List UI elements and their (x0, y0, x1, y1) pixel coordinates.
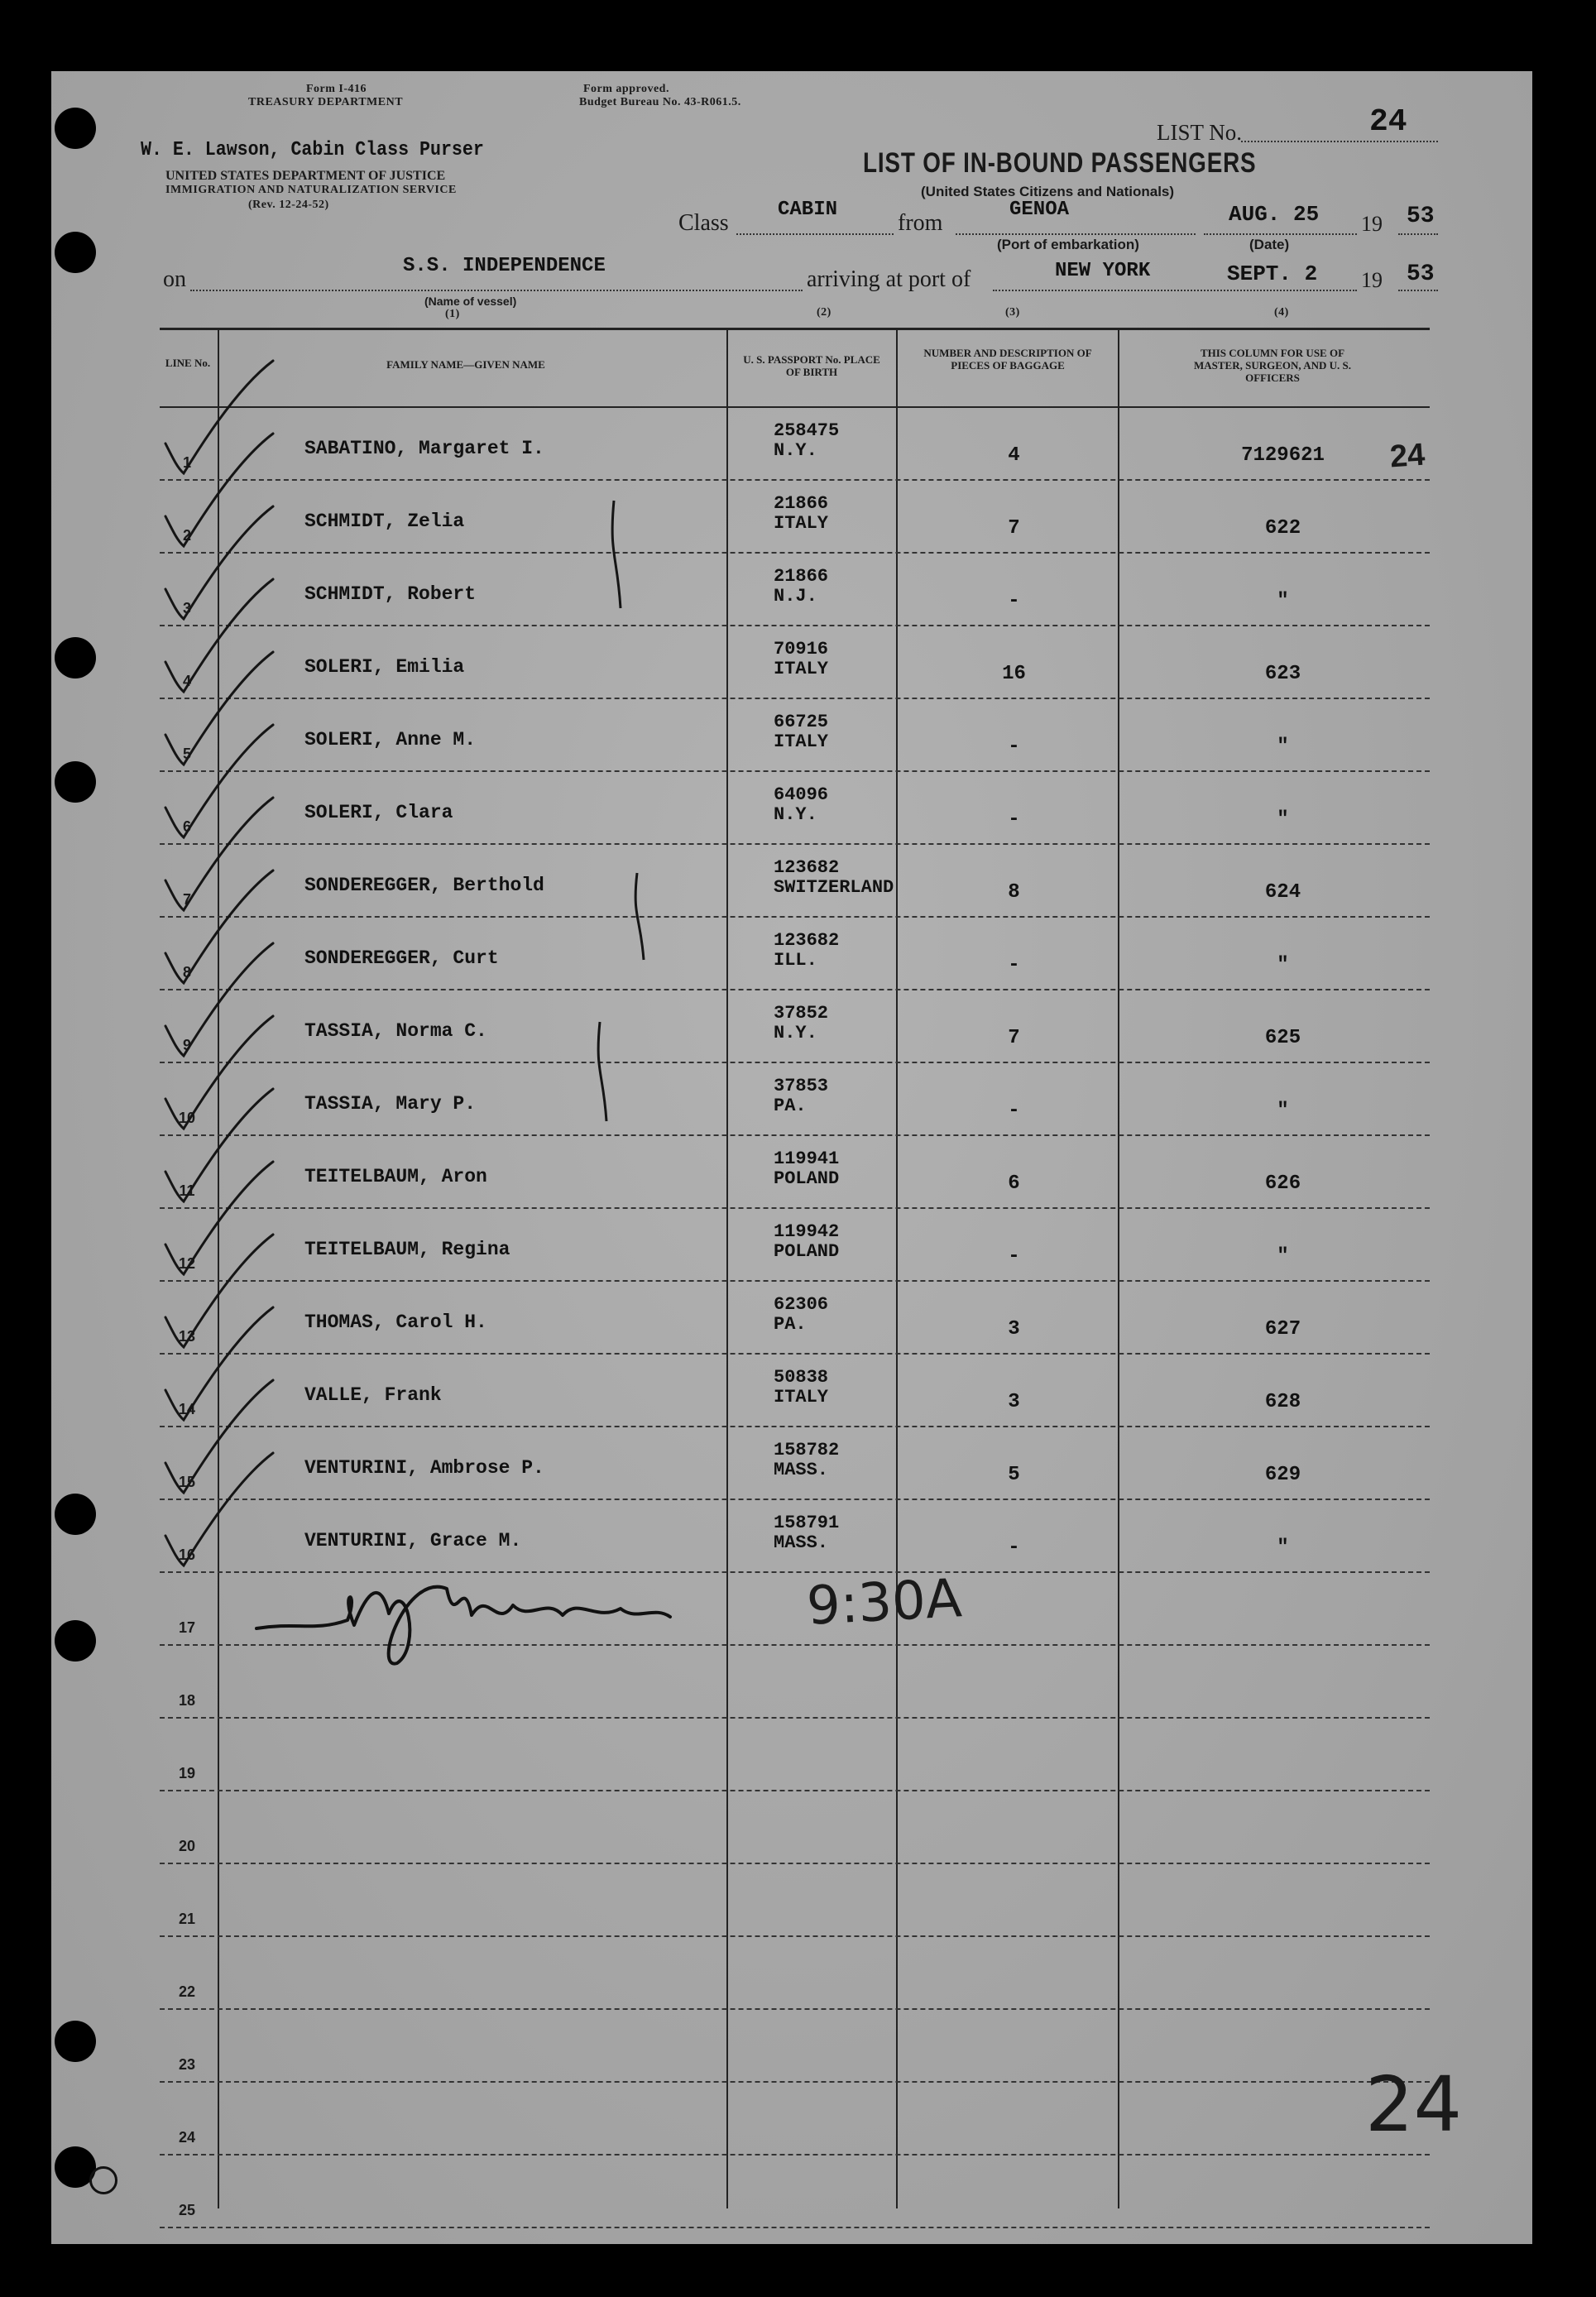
passport-number: 158782 (774, 1440, 840, 1460)
header-passport: U. S. PASSPORT No. PLACE OF BIRTH (743, 353, 880, 378)
check-mark (165, 652, 273, 765)
passport-number: 123682 (774, 857, 840, 878)
place-of-birth: MASS. (774, 1532, 829, 1553)
line-number: 15 (178, 1474, 196, 1490)
baggage-count: - (1008, 590, 1020, 612)
baggage-count: - (1008, 1537, 1020, 1559)
check-mark (165, 943, 273, 1056)
check-mark (165, 506, 273, 619)
check-mark (165, 1162, 273, 1274)
passport-number: 64096 (774, 784, 829, 805)
class-label: Class (678, 210, 729, 236)
line-number: 16 (178, 1547, 196, 1563)
line-number: 13 (178, 1328, 196, 1345)
line-number: 19 (178, 1765, 196, 1781)
departure-year: 53 (1407, 204, 1435, 229)
officer-number: " (1277, 590, 1289, 612)
line-number: 8 (182, 964, 191, 981)
service-line: IMMIGRATION AND NATURALIZATION SERVICE (165, 184, 457, 196)
passenger-name: SABATINO, Margaret I. (304, 438, 544, 459)
class-value: CABIN (778, 199, 838, 221)
baggage-count: 8 (1008, 881, 1020, 904)
header-baggage: NUMBER AND DESCRIPTION OF PIECES OF BAGGAGE (923, 347, 1092, 372)
officer-number: 623 (1264, 663, 1301, 685)
check-mark (165, 1380, 273, 1493)
form-number: Form I-416 (306, 83, 367, 95)
officer-number: 622 (1264, 517, 1301, 539)
place-of-birth: SWITZERLAND (774, 877, 894, 898)
passenger-name: TEITELBAUM, Aron (304, 1166, 487, 1187)
line-number: 4 (182, 673, 191, 689)
date-caption: (Date) (1249, 237, 1290, 252)
embarkation-caption: (Port of embarkation) (997, 237, 1139, 252)
from-label: from (898, 210, 943, 236)
baggage-count: 7 (1008, 517, 1020, 539)
header-line-no: LINE No. (165, 357, 211, 369)
column-number-3: (3) (1005, 306, 1020, 319)
line-number: 21 (178, 1911, 196, 1927)
officer-number: " (1277, 954, 1289, 976)
passport-number: 37852 (774, 1003, 829, 1024)
arrival-date: SEPT. 2 (1227, 261, 1318, 286)
passenger-name: TASSIA, Mary P. (304, 1093, 477, 1115)
passport-number: 123682 (774, 930, 840, 951)
passenger-name: VENTURINI, Ambrose P. (304, 1457, 544, 1479)
officer-number: " (1277, 1537, 1289, 1559)
margin-mark-bottom: 24 (1365, 2060, 1463, 2149)
line-number: 6 (182, 818, 191, 835)
check-mark (165, 1089, 273, 1201)
column-number-2: (2) (817, 306, 832, 319)
place-of-birth: ITALY (774, 659, 829, 679)
passport-number: 21866 (774, 493, 829, 514)
place-of-birth: N.Y. (774, 804, 817, 825)
department-line: UNITED STATES DEPARTMENT OF JUSTICE (165, 169, 446, 183)
vessel-name: S.S. INDEPENDENCE (403, 255, 606, 277)
baggage-count: - (1008, 808, 1020, 831)
line-number: 22 (178, 1983, 196, 2000)
treasury-dept: TREASURY DEPARTMENT (248, 96, 404, 108)
departure-date: AUG. 25 (1229, 202, 1320, 227)
passenger-name: VENTURINI, Grace M. (304, 1530, 522, 1551)
line-number: 9 (182, 1037, 191, 1053)
margin-mark-top: 24 (1388, 437, 1426, 475)
passenger-name: SOLERI, Anne M. (304, 729, 477, 750)
check-mark (165, 725, 273, 837)
place-of-birth: ILL. (774, 950, 817, 971)
line-number: 10 (178, 1110, 196, 1126)
passport-number: 70916 (774, 639, 829, 659)
family-bracket (612, 501, 621, 608)
vessel-caption: (Name of vessel) (424, 295, 517, 308)
passport-number: 21866 (774, 566, 829, 587)
check-mark (165, 361, 273, 473)
check-mark (165, 1307, 273, 1420)
line-number: 25 (178, 2202, 196, 2218)
officer-number: 629 (1264, 1464, 1301, 1486)
line-number: 5 (182, 746, 191, 762)
arrival-time: 9:30A (805, 1568, 964, 1638)
passenger-name: SOLERI, Clara (304, 802, 453, 823)
baggage-count: 16 (1002, 663, 1026, 685)
line-number: 14 (178, 1401, 196, 1417)
place-of-birth: ITALY (774, 1387, 829, 1407)
line-number: 17 (178, 1619, 196, 1636)
check-mark (165, 1235, 273, 1347)
arrival-year: 53 (1407, 261, 1435, 287)
passport-number: 66725 (774, 712, 829, 732)
budget-bureau: Budget Bureau No. 43-R061.5. (579, 96, 741, 108)
officer-number: 627 (1264, 1318, 1301, 1340)
header-officers: THIS COLUMN FOR USE OF MASTER, SURGEON, AND U. S. OFFICERS (1194, 347, 1351, 384)
column-number-1: (1) (445, 308, 460, 320)
baggage-count: 3 (1008, 1391, 1020, 1413)
baggage-count: - (1008, 736, 1020, 758)
passport-number: 119941 (774, 1148, 840, 1169)
passport-number: 62306 (774, 1294, 829, 1315)
line-number: 18 (178, 1692, 196, 1709)
officer-number: " (1277, 1245, 1289, 1268)
officer-number: 628 (1264, 1391, 1301, 1413)
passport-number: 50838 (774, 1367, 829, 1388)
baggage-count: 7 (1008, 1027, 1020, 1049)
check-mark (165, 1453, 273, 1566)
place-of-birth: ITALY (774, 513, 829, 534)
baggage-count: - (1008, 1245, 1020, 1268)
passenger-name: SOLERI, Emilia (304, 656, 465, 678)
from-value: GENOA (1009, 199, 1070, 221)
place-of-birth: POLAND (774, 1168, 840, 1189)
passenger-name: VALLE, Frank (304, 1384, 442, 1406)
header-name: FAMILY NAME—GIVEN NAME (386, 358, 545, 371)
line-number: 1 (182, 454, 191, 471)
check-mark (165, 579, 273, 692)
passenger-name: SONDEREGGER, Curt (304, 947, 499, 969)
line-number: 20 (178, 1838, 196, 1854)
passport-number: 119942 (774, 1221, 840, 1242)
list-no-label: LIST No. (1157, 120, 1243, 145)
baggage-count: 4 (1008, 444, 1020, 467)
passport-number: 37853 (774, 1076, 829, 1096)
place-of-birth: MASS. (774, 1460, 829, 1480)
place-of-birth: N.Y. (774, 440, 817, 461)
purser-stamp: W. E. Lawson, Cabin Class Purser (141, 139, 484, 161)
place-of-birth: N.J. (774, 586, 817, 607)
officer-number: " (1277, 808, 1289, 831)
officer-number: 626 (1264, 1172, 1301, 1195)
line-number: 11 (179, 1182, 195, 1199)
check-mark (165, 870, 273, 983)
place-of-birth: PA. (774, 1314, 807, 1335)
passenger-name: TASSIA, Norma C. (304, 1020, 487, 1042)
check-mark (165, 1016, 273, 1129)
column-number-4: (4) (1274, 306, 1289, 319)
form-approved: Form approved. (583, 83, 669, 95)
arrival-year-prefix: 19 (1361, 268, 1383, 292)
family-bracket (598, 1022, 606, 1121)
baggage-count: 3 (1008, 1318, 1020, 1340)
officer-number: 625 (1264, 1027, 1301, 1049)
place-of-birth: POLAND (774, 1241, 840, 1262)
passenger-name: THOMAS, Carol H. (304, 1312, 487, 1333)
passenger-name: SCHMIDT, Robert (304, 583, 477, 605)
line-number: 23 (178, 2056, 196, 2073)
line-number: 12 (178, 1255, 196, 1272)
passport-number: 258475 (774, 420, 840, 441)
baggage-count: 5 (1008, 1464, 1020, 1486)
check-mark (165, 434, 273, 546)
baggage-count: - (1008, 954, 1020, 976)
line-number: 3 (182, 600, 191, 616)
baggage-count: - (1008, 1100, 1020, 1122)
passenger-name: TEITELBAUM, Regina (304, 1239, 510, 1260)
passport-number: 158791 (774, 1513, 840, 1533)
officer-number: 624 (1264, 881, 1301, 904)
officer-number: " (1277, 1100, 1289, 1122)
departure-year-prefix: 19 (1361, 212, 1383, 236)
arriving-label: arriving at port of (807, 266, 971, 292)
officer-number: " (1277, 736, 1289, 758)
place-of-birth: ITALY (774, 731, 829, 752)
revision-line: (Rev. 12-24-52) (248, 199, 329, 211)
line-number: 7 (182, 891, 191, 908)
place-of-birth: PA. (774, 1096, 807, 1116)
arrival-port: NEW YORK (1055, 260, 1151, 282)
check-mark (165, 798, 273, 910)
baggage-count: 6 (1008, 1172, 1020, 1195)
page-subtitle: (United States Citizens and Nationals) (921, 184, 1175, 199)
list-no-value: 24 (1369, 104, 1407, 140)
passenger-name: SONDEREGGER, Berthold (304, 875, 544, 896)
on-label: on (163, 266, 186, 292)
place-of-birth: N.Y. (774, 1023, 817, 1043)
page-title: LIST OF IN-BOUND PASSENGERS (863, 147, 1257, 179)
family-bracket (635, 873, 644, 960)
passenger-name: SCHMIDT, Zelia (304, 511, 465, 532)
line-number: 24 (178, 2129, 196, 2146)
line-number: 2 (182, 527, 191, 544)
officer-number: 7129621 (1241, 444, 1325, 467)
